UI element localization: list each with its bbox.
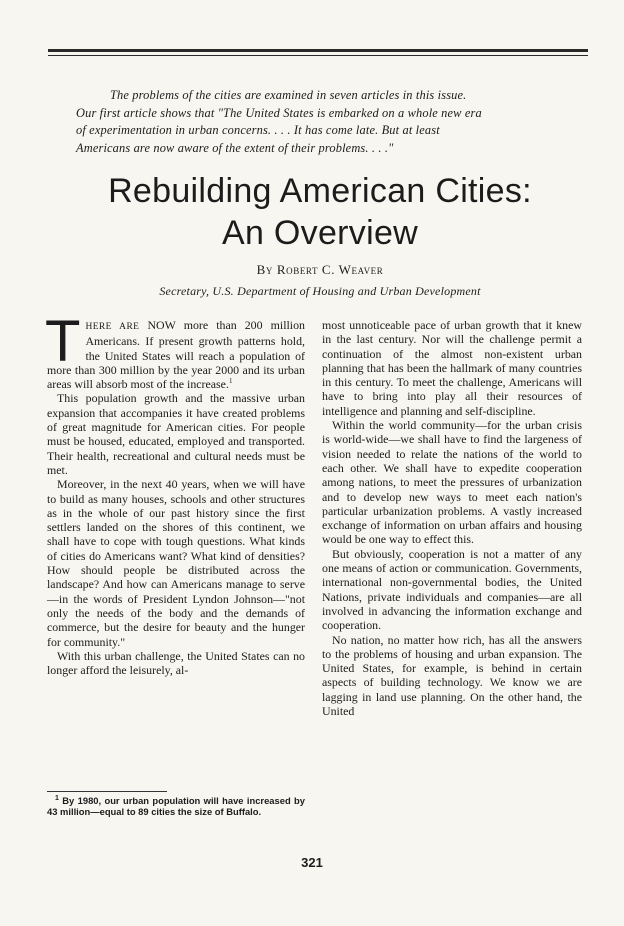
paragraph: Within the world community—for the urban crisis is world-wide—we shall have to find the largeness of vision needed to relate the nations of the world to each other. We shall have to expedite cooperation among nations, to meet the pressures of urbanization and to develop new ways to meet each nation's particular urbanization problems. A vastly increased exchange of information on urban affairs and housing would be one way to effect this. (322, 418, 582, 547)
footnote-marker: 1 (55, 794, 59, 802)
top-rule-thin (48, 55, 588, 56)
intro-line: Americans are now aware of the extent of their problems. . . ." (76, 140, 394, 155)
title-line-1: Rebuilding American Cities: (108, 172, 532, 210)
lead-smallcaps: HERE ARE (85, 322, 140, 332)
right-column (322, 318, 582, 718)
paragraph: But obviously, cooperation is not a matter of any one means of action or communication. Governments, international non-governmental bodies, the United Nations, private individuals and companies—are all involved in advancing the information exchange and cooperation. (322, 546, 582, 633)
footnote-rule (47, 791, 167, 792)
article-title (40, 170, 600, 254)
byline-by: By (256, 262, 273, 277)
author-name: Robert C. Weaver (276, 262, 384, 277)
intro-line: The problems of the cities are examined in seven articles in this issue. (110, 88, 467, 102)
top-rule (48, 49, 588, 52)
footnote-text: By 1980, our urban population will have increased by 43 million—equal to 89 cities the size of Buffalo. (47, 795, 305, 817)
paragraph: Moreover, in the next 40 years, when we will have to build as many houses, schools and other structures as in the whole of our past history since the first settlers landed on the shores of this continent, we shall have to cope with tough questions. What kinds of cities do Americans want? What kind of densities? How should people be distributed across the landscape? And how can Americans manage to serve—in the words of President Lyndon Johnson—"not only the needs of the body and the demands of commerce, but the desire for beauty and the hunger for community." (47, 477, 305, 649)
paragraph: most unnoticeable pace of urban growth that it knew in the last century. Nor will the challenge permit a continuation of the almost non-existent urban planning that has been the hallmark of many countries in this century. To meet the challenge, Americans will have to bring into play all their resources of intelligence and planning and self-discipline. (322, 318, 582, 418)
intro-line: Our first article shows that "The United States is embarked on a whole new era (76, 105, 482, 120)
footnote-ref: 1 (228, 377, 233, 386)
drop-cap: T (45, 309, 81, 374)
paragraph: This population growth and the massive urban expansion that accompanies it have created problems of great magnitude for American cities. For people must be housed, educated, employed and transported. Their health, recreational and cultural needs must be met. (47, 391, 305, 477)
paragraph (45, 309, 305, 392)
title-line-2: An Overview (221, 214, 419, 252)
page-number: 321 (301, 855, 323, 870)
left-column (45, 309, 305, 678)
footnote (47, 795, 305, 817)
byline (40, 262, 600, 278)
intro-blurb (76, 87, 566, 157)
paragraph: No nation, no matter how rich, has all the answers to the problems of housing and urban expansion. The United States, for example, is behind in certain aspects of building technology. We know we are lagging in land use planning. On the other hand, the United (322, 632, 582, 719)
intro-line: of experimentation in urban concerns. . . . It has come late. But at least (76, 123, 440, 137)
paragraph-text: NOW more than 200 million Americans. If present growth patterns hold, the United States will reach a population of more than 300 million by the year 2000 and its urban areas will absorb most of the increase. (47, 318, 305, 392)
author-affiliation: Secretary, U.S. Department of Housing and Urban Development (159, 284, 481, 298)
paragraph: With this urban challenge, the United States can no longer afford the leisurely, al- (47, 648, 305, 678)
